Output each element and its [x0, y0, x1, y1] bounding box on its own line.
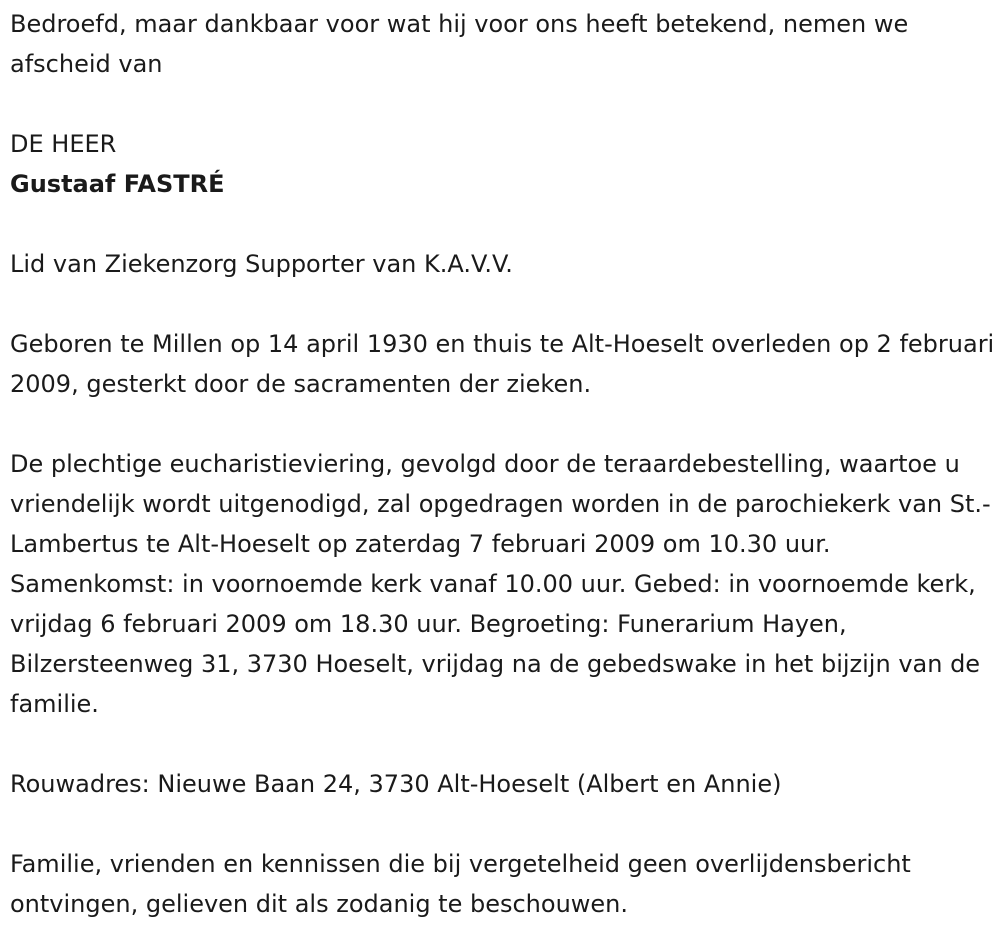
- ceremony-text: De plechtige eucharistieviering, gevolgd door de teraardebestelling, waartoe u vriendelijk wordt uitgenodigd, zal opgedragen worden in de parochiekerk van St.-Lambertus te Alt-Hoeselt op zaterdag 7 februari 2009 om 10.30 uur. Samenkomst: in voornoemde kerk vanaf 10.00 uur. Gebed: in voornoemde kerk, vrijdag 6 februari 2009 om 18.30 uur. Begroeting: Funerarium Hayen, Bilzersteenweg 31, 3730 Hoeselt, vrijdag na de gebedswake in het bijzijn van de familie.: [10, 450, 991, 718]
- birth-death-text: Geboren te Millen op 14 april 1930 en thuis te Alt-Hoeselt overleden op 2 februari 2009, gesterkt door de sacramenten der zieken.: [10, 330, 995, 398]
- deceased-name: Gustaaf FASTRÉ: [10, 170, 225, 198]
- membership-text: Lid van Ziekenzorg Supporter van K.A.V.V.: [10, 250, 513, 278]
- closing-text: Familie, vrienden en kennissen die bij vergetelheid geen overlijdensbericht ontvingen, gelieven dit als zodanig te beschouwen.: [10, 850, 911, 918]
- mourning-address: Rouwadres: Nieuwe Baan 24, 3730 Alt-Hoeselt (Albert en Annie): [10, 770, 782, 798]
- salutation: DE HEER: [10, 130, 117, 158]
- intro-text: Bedroefd, maar dankbaar voor wat hij voor ons heeft betekend, nemen we afscheid van: [10, 10, 909, 78]
- obituary-notice: [10, 4, 995, 924]
